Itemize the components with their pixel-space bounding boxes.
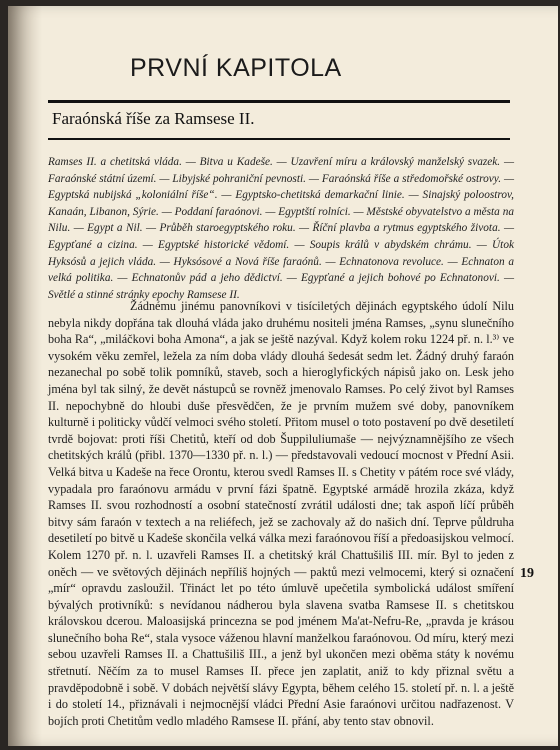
page-gutter-shadow [8, 6, 42, 746]
section-rule-top [48, 100, 510, 103]
chapter-title: PRVNÍ KAPITOLA [130, 54, 342, 82]
book-page [8, 6, 558, 746]
section-title: Faraónská říše za Ramsese II. [52, 109, 255, 128]
chapter-summary: Ramses II. a chetitská vláda. — Bitva u Kadeše. — Uzavření míru a královský manželský svazek. — Faraónské státní území. — Libyjské pohraniční pevnosti. — Faraónská říše a středomořské ostrovy. — Egyptská nubijská „koloniální říše“. — Egyptsko-chetitská demarkační linie. — Sinajský poloostrov, Kanaán, Libanon, Sýrie. — Poddaní faraónovi. — Egyptští rolníci. — Městské obyvatelstvo a města na Nilu. — Egypt a Nil. — Průběh staroegyptského roku. — Říční plavba a rytmus egyptského života. — Egypťané a cizina. — Egyptské historické vědomí. — Soupis králů v abydském chrámu. — Útok Hyksósů a jejich vláda. — Hyksósové a Nová říše faraónů. — Echnatonova revoluce. — Echnaton a velká politika. — Echnatonův pád a jeho dědictví. — Egypťané a jejich bohové po Echnatonovi. — Světlé a stinné stránky epochy Ramsese II. [48, 156, 514, 301]
page-number: 19 [520, 566, 534, 581]
section-rule-bottom [48, 138, 510, 140]
body-paragraph: Žádnému jinému panovníkovi v tisíciletých dějinách egyptského údolí Nilu nebyla nikdy dopřána tak dlouhá vláda jako druhému nositeli jména Ramses, „synu slunečního boha Ra“, „miláčkovi boha Amona“, a jak se ještě nazýval. Když kolem roku 1224 př. n. l.³⁾ ve vysokém věku zemřel, ležela za ním doba vlády dlouhá šedesát sedm let. Žádný druhý faraón nezanechal po sobě tolik pomníků, staveb, soch a hieroglyfických nápisů jako on. Lesk jeho jména byl tak silný, že devět nástupců se rovněž jmenovalo Ramses. Po celý život byl Ramses II. nepochybně do hloubi duše přesvědčen, že je prvním mužem své doby, panovníkem kulturně i politicky vůdčí velmoci svého století. Přitom musel o toto postavení po dvě desetiletí tvrdě bojovat: proti říši Chetitů, kteří od dob Šuppiluliumaše — nejvýznamnějšího ze všech chetitských králů (přibl. 1370—1330 př. n. l.) — představovali vedoucí mocnost v Přední Asii. Velká bitva u Kadeše na řece Orontu, kterou svedl Ramses II. s Chetity v pátém roce své vlády, vypadala pro faraónovu armádu v první fázi špatně. Egyptské armádě hrozila zkáza, když Ramses II. svou rozhodností a osobní statečností zvrátil události dne; tak aspoň líčí průběh bitvy sám faraón v textech a na reliéfech, jež se zachovaly až do našich dní. Teprve půldruha desetiletí po bitvě u Kadeše skončila velká válka mezi faraónovou říší a předoasijskou velmocí. Kolem 1270 př. n. l. uzavřeli Ramses II. a chetitský král Chattušiliš III. mír. Byl to jeden z oněch — ve světových dějinách nepříliš hojných — paktů mezi velmocemi, který si označení „mír“ opravdu zasloužil. Třináct let po této úmluvě upečetila symbolická událost smíření bývalých protivníků: s nevídanou nádherou byla slavena svatba Ramsese II. s chetitskou královskou dcerou. Maloasijská princezna se pod jménem Ma'at-Nefru-Re, „pravda je krásou slunečního boha Re“, stala vysoce váženou hlavní manželkou faraónovou. Od míru, který mezi sebou uzavřeli Ramses II. a Chattušiliš III., a jenž byl ukončen mezi oběma státy k novému střetnutí. Něčím za to musel Ramses II. přece jen zaplatit, aniž to kdy přiznal světu a pravděpodobně i sobě. V dobách největší slávy Egypta, během celého 15. století př. n. l. a ještě i do století 14., přiznávali i nejmocnější vládci Přední Asie faraónovi určitou nadřazenost. V bojích proti Chetitům vedlo mladého Ramsese II. přání, aby tento stav obnovil. [48, 299, 514, 728]
